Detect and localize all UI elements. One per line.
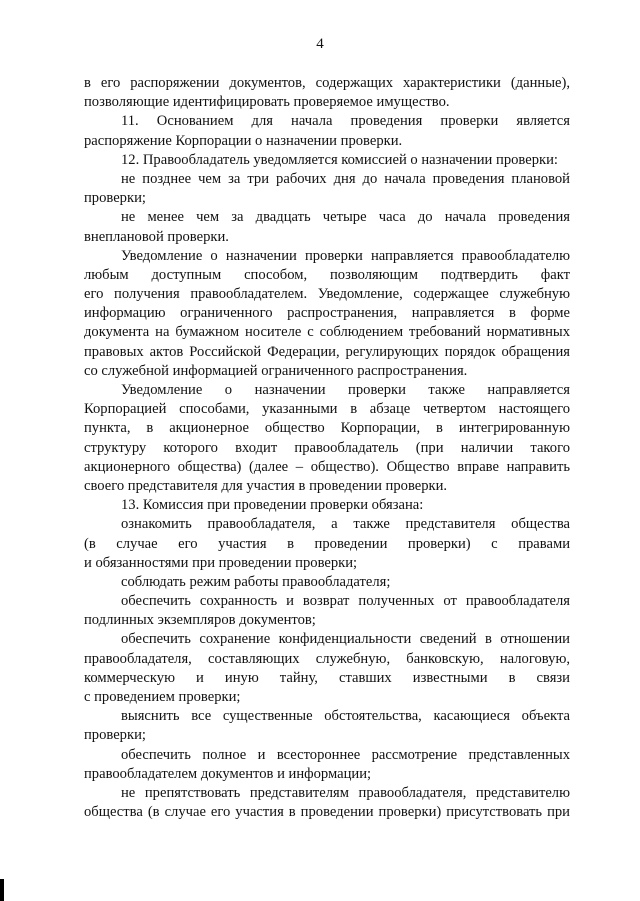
text-line: Корпорацией способами, указанными в абзаце четвертом настоящего <box>84 401 570 418</box>
text-line: своего представителя для участия в проведении проверки. <box>84 477 448 494</box>
text-line: распоряжение Корпорации о назначении проверки. <box>84 132 403 149</box>
text-line: выяснить все существенные обстоятельства, касающиеся объекта <box>121 708 570 725</box>
text-line: Уведомление о назначении проверки также направляется <box>121 382 570 398</box>
text-line: Уведомление о назначении проверки направляется правообладателю <box>121 247 570 264</box>
scan-edge-mark <box>0 879 4 901</box>
text-line: информацию ограниченного распространения, направляется в форме <box>84 305 570 322</box>
text-line: подлинных экземпляров документов; <box>84 612 316 629</box>
text-line: ознакомить правообладателя, а также представителя общества <box>121 516 570 533</box>
text-line: проверки; <box>84 727 146 744</box>
text-line: проверки; <box>84 190 146 207</box>
text-line: общества (в случае его участия в проведении проверки) присутствовать при <box>84 804 570 821</box>
text-line: документа на бумажном носителе с соблюдением требований нормативных <box>84 324 570 341</box>
text-line: и обязанностями при проведении проверки; <box>84 554 358 571</box>
text-line: обеспечить сохранность и возврат полученных от правообладателя <box>121 593 570 610</box>
text-line: коммерческую и иную тайну, ставших известными в связи <box>84 669 570 686</box>
text-line: со служебной информацией ограниченного распространения. <box>84 362 468 379</box>
text-line: с проведением проверки; <box>84 689 241 705</box>
text-line: соблюдать режим работы правообладателя; <box>121 573 391 590</box>
paragraph-11-line: 11. Основанием для начала проведения проверки является <box>121 113 570 130</box>
text-line: пункта, в акционерное общество Корпорации, в интегрированную <box>84 420 570 437</box>
paragraph-13-line: 13. Комиссия при проведении проверки обязана: <box>121 497 424 514</box>
text-line: (в случае его участия в проведении проверки) с правами <box>84 535 570 552</box>
text-line: его получения правообладателем. Уведомление, содержащее служебную <box>84 286 570 303</box>
text-line: правообладателя, составляющих служебную, банковскую, налоговую, <box>84 650 570 667</box>
text-line: не менее чем за двадцать четыре часа до начала проведения <box>121 209 570 226</box>
page-number: 4 <box>316 36 324 52</box>
text-line: в его распоряжении документов, содержащих характеристики (данные), <box>84 75 570 91</box>
text-line: структуру которого входит правообладатель (при наличии такого <box>84 439 570 456</box>
text-line: акционерного общества) (далее – общество). Общество вправе направить <box>84 458 570 475</box>
text-line: правообладателем документов и информации; <box>84 765 372 782</box>
text-line: не препятствовать представителям правообладателя, представителю <box>121 784 570 801</box>
text-line: обеспечить полное и всестороннее рассмотрение представленных <box>121 746 570 763</box>
document-body <box>84 74 570 822</box>
paragraph-12-line: 12. Правообладатель уведомляется комиссией о назначении проверки: <box>121 151 558 168</box>
text-line: правовых актов Российской Федерации, регулирующих порядок обращения <box>84 343 570 360</box>
text-line: обеспечить сохранение конфиденциальности сведений в отношении <box>121 631 570 648</box>
text-line: любым доступным способом, позволяющим подтвердить факт <box>84 266 570 283</box>
text-line: позволяющие идентифицировать проверяемое имущество. <box>84 94 450 111</box>
text-line: не позднее чем за три рабочих дня до начала проведения плановой <box>121 170 570 187</box>
text-line: внеплановой проверки. <box>84 228 229 245</box>
